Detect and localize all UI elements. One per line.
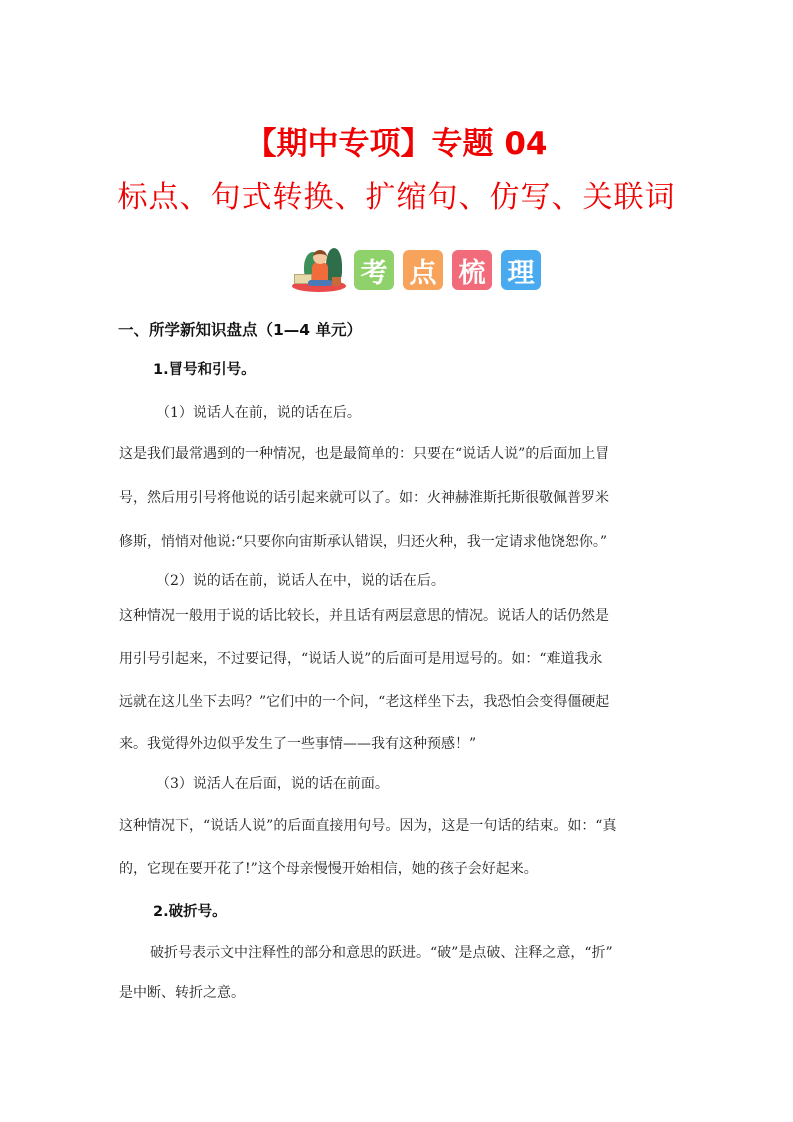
- paragraph-line: 来。我觉得外边似乎发生了一些事情——我有这种预感！”: [119, 736, 477, 752]
- section-heading: 一、所学新知识盘点（1—4 单元）: [118, 321, 362, 339]
- paragraph-line: 修斯，悄悄对他说:“只要你向宙斯承认错误，归还火种，我一定请求他饶恕你。”: [119, 534, 608, 550]
- badge-li: 理: [501, 250, 541, 290]
- case-heading-3: （3）说活人在后面，说的话在前面。: [156, 776, 389, 792]
- badge-kao: 考: [354, 250, 394, 290]
- topic-heading-colon-quotes: 1.冒号和引号。: [153, 362, 256, 378]
- paragraph-line: 的，它现在要开花了!”这个母亲慢慢开始相信，她的孩子会好起来。: [119, 861, 538, 877]
- case-heading-2: （2）说的话在前，说话人在中，说的话在后。: [156, 573, 445, 589]
- paragraph-line: 远就在这儿坐下去吗？”它们中的一个问，“老这样坐下去，我恐怕会变得僵硬起: [119, 694, 610, 710]
- document-title: 【期中专项】专题 04: [245, 126, 548, 162]
- document-subtitle: 标点、句式转换、扩缩句、仿写、关联词: [117, 180, 676, 215]
- case-heading-1: （1）说话人在前，说的话在后。: [156, 405, 361, 421]
- paragraph-line: 号，然后用引号将他说的话引起来就可以了。如：火神赫淮斯托斯很敬佩普罗米: [119, 490, 609, 506]
- paragraph-line: 破折号表示文中注释性的部分和意思的跃进。“破”是点破、注释之意，“折”: [150, 945, 613, 961]
- paragraph-line: 用引号引起来，不过要记得，“说话人说”的后面可是用逗号的。如：“难道我永: [119, 651, 603, 667]
- badge-dian: 点: [403, 250, 443, 290]
- paragraph-line: 这是我们最常遇到的一种情况，也是最简单的：只要在“说话人说”的后面加上冒: [119, 446, 610, 462]
- badge-shu: 梳: [452, 250, 492, 290]
- topic-heading-dash: 2.破折号。: [153, 904, 227, 920]
- paragraph-line: 这种情况下，“说话人说”的后面直接用句号。因为，这是一句话的结束。如：“真: [119, 818, 617, 834]
- paragraph-line: 是中断、转折之意。: [119, 985, 245, 1001]
- paragraph-line: 这种情况一般用于说的话比较长，并且话有两层意思的情况。说话人的话仍然是: [119, 608, 609, 624]
- child-reading-illustration-icon: [288, 246, 350, 294]
- section-banner: [288, 246, 550, 294]
